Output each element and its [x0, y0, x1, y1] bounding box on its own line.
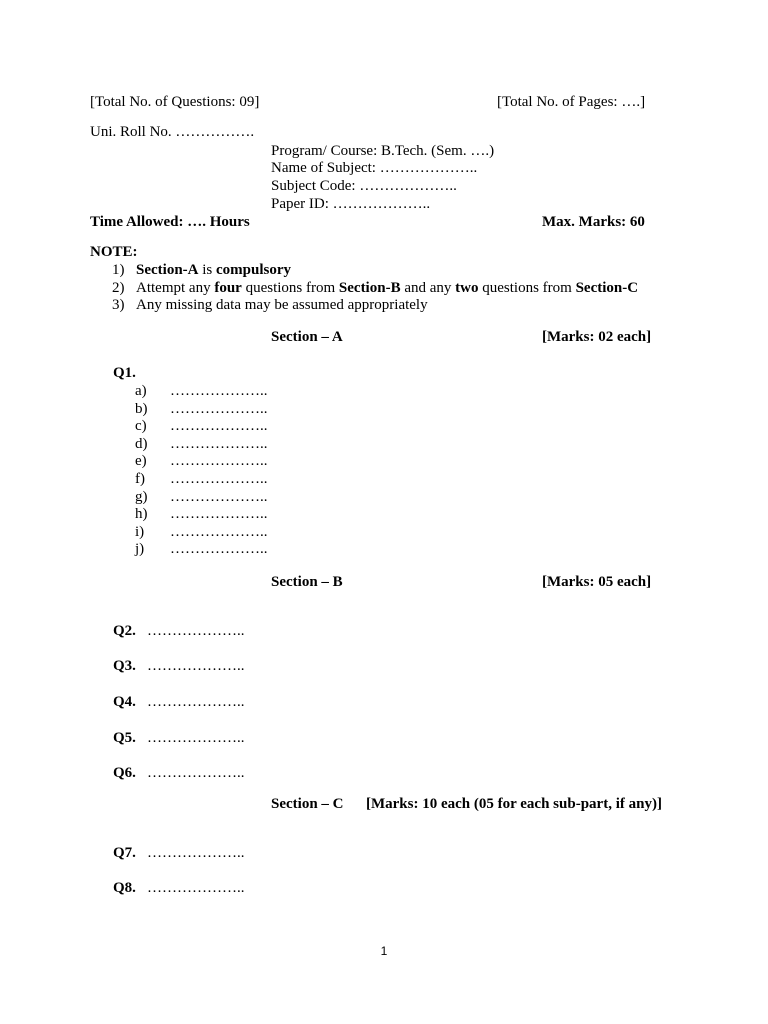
subpart-item: h) ………………..	[135, 506, 268, 523]
max-marks: Max. Marks: 60	[542, 214, 645, 230]
subject-code: Subject Code: ………………..	[271, 178, 457, 194]
note-item: 3) Any missing data may be assumed appropriately	[112, 297, 428, 313]
subpart-item: a) ………………..	[135, 383, 268, 399]
total-pages: [Total No. of Pages: ….]	[497, 94, 646, 110]
section-c-marks: [Marks: 10 each (05 for each sub-part, if any)]	[366, 796, 662, 812]
program-course: Program/ Course: B.Tech. (Sem. ….)	[271, 143, 495, 159]
question-7: Q7. ………………..	[113, 845, 245, 861]
section-b-marks: [Marks: 05 each]	[542, 574, 652, 590]
paper-id: Paper ID: ………………..	[271, 196, 431, 212]
subpart-item: i) ………………..	[135, 523, 268, 540]
subpart-item: j) ………………..	[135, 541, 268, 558]
subpart-item: b) ………………..	[135, 400, 268, 417]
subpart-item: e) ………………..	[135, 453, 268, 470]
question-1: Q1.	[113, 365, 136, 381]
note-item: 2) Attempt any four questions from Section-B and any two questions from Section-C	[112, 279, 639, 296]
section-c-title: Section – C	[271, 796, 344, 812]
subject-name: Name of Subject: ………………..	[271, 160, 478, 176]
note-heading: NOTE:	[90, 244, 138, 260]
total-questions: [Total No. of Questions: 09]	[90, 94, 260, 110]
question-4: Q4. ………………..	[113, 694, 245, 710]
section-a-title: Section – A	[271, 329, 343, 345]
question-8: Q8. ………………..	[113, 880, 245, 896]
subpart-item: d) ………………..	[135, 435, 268, 452]
page-number: 1	[380, 944, 388, 958]
roll-number: Uni. Roll No. …………….	[90, 124, 255, 140]
subpart-item: c) ………………..	[135, 418, 268, 435]
question-2: Q2. ………………..	[113, 623, 245, 639]
subpart-item: f) ………………..	[135, 470, 268, 487]
section-b-title: Section – B	[271, 574, 343, 590]
question-6: Q6. ………………..	[113, 765, 245, 781]
q1-subparts	[135, 383, 268, 559]
time-allowed: Time Allowed: …. Hours	[90, 214, 250, 230]
note-list	[112, 262, 638, 315]
subpart-item: g) ………………..	[135, 488, 268, 505]
question-5: Q5. ………………..	[113, 730, 245, 746]
question-3: Q3. ………………..	[113, 658, 245, 674]
section-a-marks: [Marks: 02 each]	[542, 329, 652, 345]
note-item: 1) Section-A is compulsory	[112, 262, 292, 278]
